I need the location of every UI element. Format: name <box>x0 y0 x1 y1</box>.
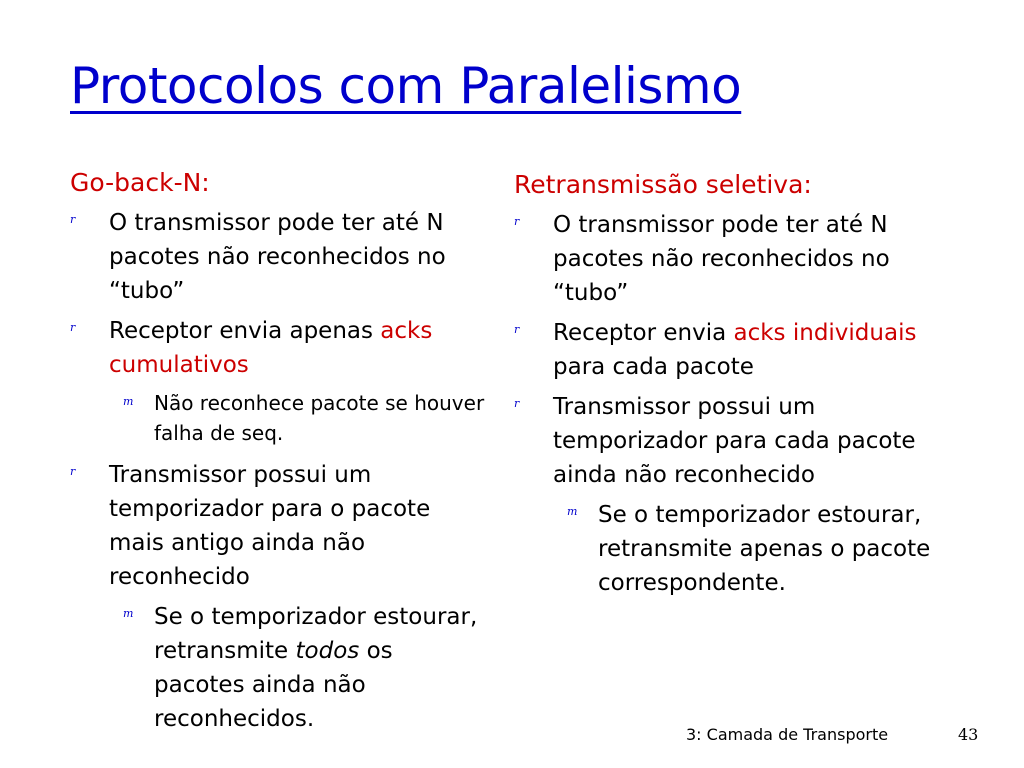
list-item <box>514 316 944 384</box>
item-text: para cada pacote <box>553 354 754 380</box>
sub-list-item <box>109 600 490 736</box>
sub-bullet-icon: m <box>123 395 134 408</box>
item-text: Receptor envia <box>553 320 734 346</box>
list-item <box>70 206 490 308</box>
slide-title: Protocolos com Paralelismo <box>70 57 742 115</box>
bullet-icon: r <box>70 465 76 478</box>
list-item <box>514 208 944 310</box>
emphasis-text: todos <box>295 638 360 664</box>
item-text: Transmissor possui um temporizador para cada pacote ainda não reconhecido <box>553 394 916 488</box>
item-text: O transmissor pode ter até N pacotes não reconhecidos no “tubo” <box>553 212 890 306</box>
go-back-n-heading: Go-back-N: <box>70 168 210 197</box>
highlight-text: acks individuais <box>733 320 917 346</box>
go-back-n-column <box>70 166 490 746</box>
bullet-icon: r <box>514 323 520 336</box>
sub-item-text: os pacotes ainda não reconhecidos. <box>154 638 393 732</box>
page-number: 43 <box>958 725 979 744</box>
list-item <box>70 458 490 594</box>
sub-list-item <box>109 388 490 448</box>
item-text: Receptor envia apenas <box>109 318 381 344</box>
bullet-icon: r <box>514 215 520 228</box>
list-item <box>514 390 944 492</box>
sub-item-text: Não reconhece pacote se houver falha de seq. <box>154 391 485 445</box>
footer-chapter: 3: Camada de Transporte <box>686 725 889 744</box>
item-text: O transmissor pode ter até N pacotes não reconhecidos no “tubo” <box>109 210 446 304</box>
sub-item-text: Se o temporizador estourar, retransmite apenas o pacote correspondente. <box>598 502 931 596</box>
selective-repeat-column <box>514 168 944 610</box>
selective-repeat-heading: Retransmissão seletiva: <box>514 170 812 199</box>
highlight-text: acks cumulativos <box>109 318 433 378</box>
sub-bullet-icon: m <box>567 505 578 518</box>
bullet-icon: r <box>70 213 76 226</box>
sub-list-item <box>553 498 944 600</box>
bullet-icon: r <box>70 321 76 334</box>
bullet-icon: r <box>514 397 520 410</box>
sub-item-text: Se o temporizador estourar, retransmite <box>154 604 478 664</box>
list-item <box>70 314 490 382</box>
item-text: Transmissor possui um temporizador para o pacote mais antigo ainda não reconhecido <box>109 462 431 590</box>
sub-bullet-icon: m <box>123 607 134 620</box>
